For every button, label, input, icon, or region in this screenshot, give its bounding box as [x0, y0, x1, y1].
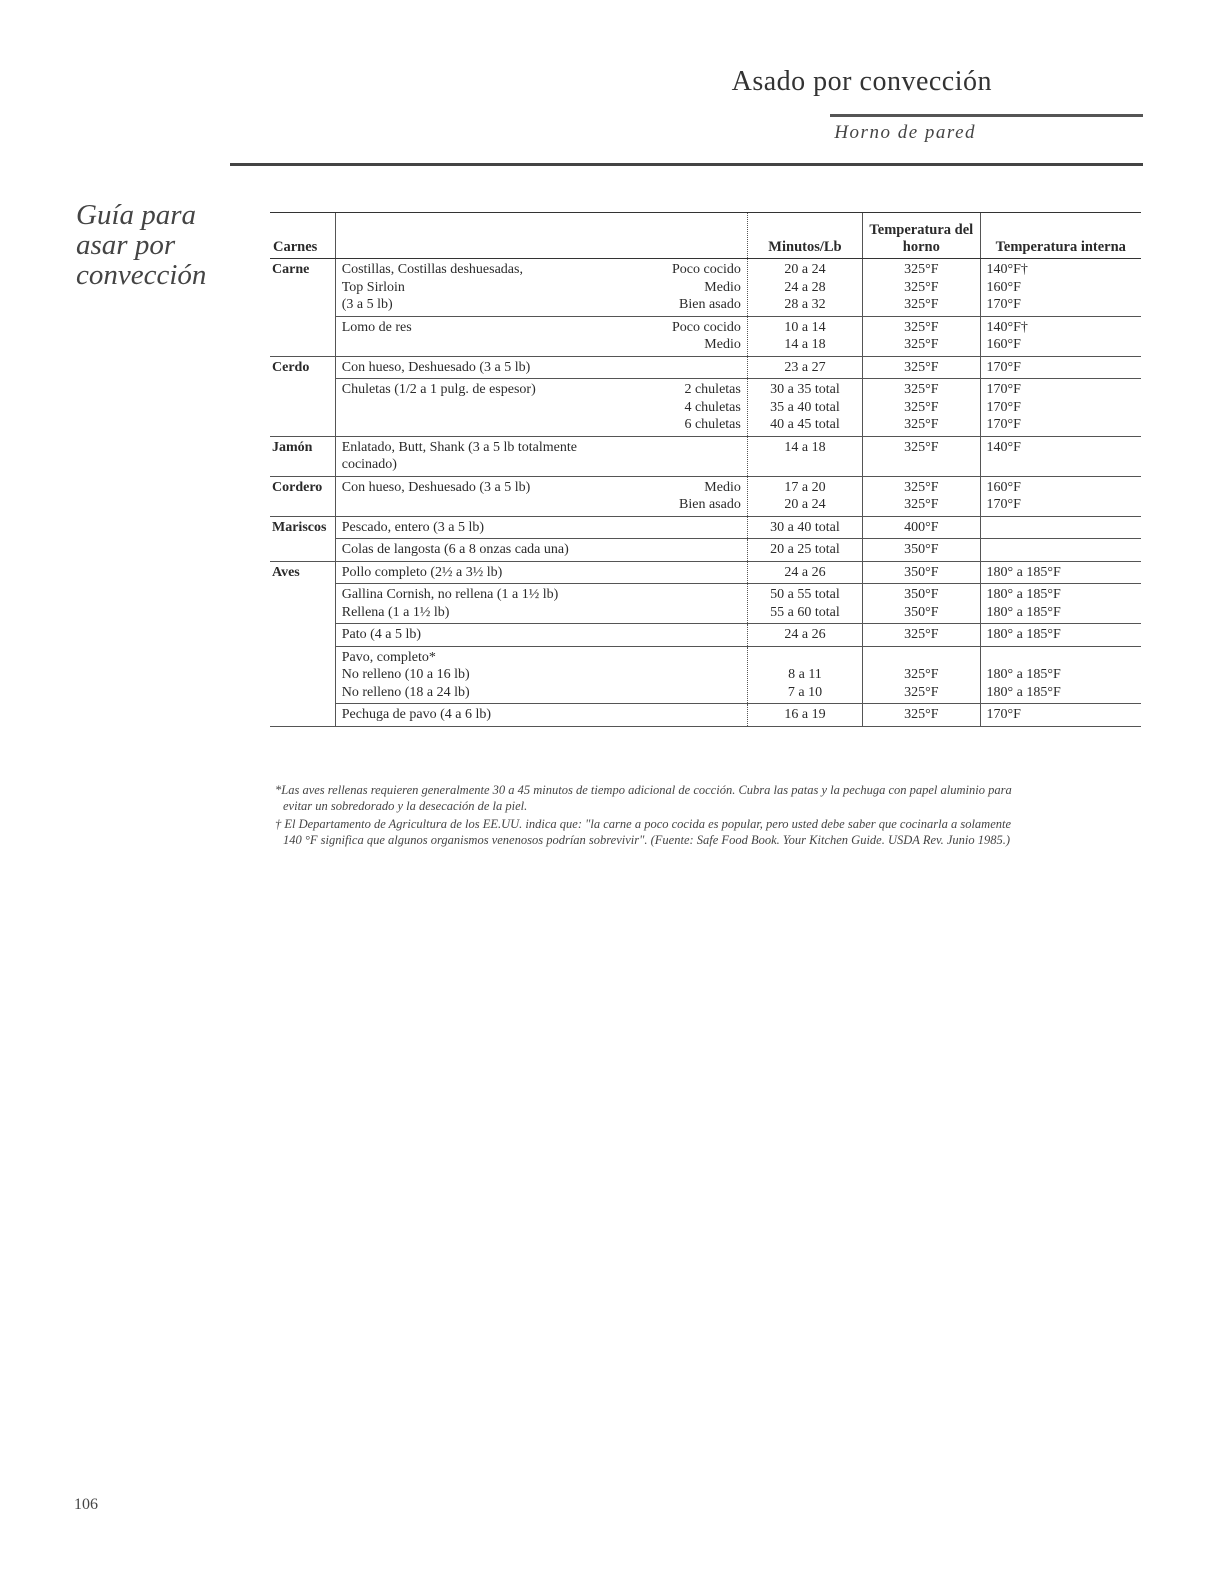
- category-cell: Jamón: [270, 436, 335, 476]
- internal-temp-line: 180° a 185°F: [986, 667, 1061, 682]
- minutes-cell: [747, 561, 862, 584]
- footnotes: [275, 782, 1141, 850]
- doneness-cell: [635, 584, 747, 624]
- header-internal-line: Temperatura: [995, 239, 1078, 255]
- doneness-cell: [635, 561, 747, 584]
- description-cell: [335, 476, 635, 516]
- internal-temp-line: 170°F: [986, 382, 1021, 397]
- table-row: [270, 316, 1141, 356]
- description-cell: [335, 624, 635, 647]
- description-cell: [335, 516, 635, 539]
- description-cell: [335, 561, 635, 584]
- internal-temp-cell: [980, 259, 1141, 317]
- category-cell: [270, 316, 335, 356]
- minutes-cell: [747, 436, 862, 476]
- doneness-cell: [635, 259, 747, 317]
- internal-temp-line: 160°F: [986, 279, 1021, 295]
- description-cell: [335, 704, 635, 727]
- table-row: [270, 584, 1141, 624]
- minutes-line: 14 a 18: [784, 337, 826, 352]
- minutes-cell: [747, 476, 862, 516]
- table-row: [270, 704, 1141, 727]
- oven-temp-cell: [863, 476, 980, 516]
- page-title: Asado por convección: [731, 66, 992, 97]
- internal-temp-line: 180° a 185°F: [986, 627, 1061, 642]
- minutes-line: 24 a 26: [784, 627, 826, 642]
- category-cell: Cordero: [270, 476, 335, 516]
- minutes-cell: [747, 259, 862, 317]
- doneness-cell: [635, 539, 747, 562]
- section-title-line: convección: [76, 259, 207, 291]
- description-cell: [335, 436, 635, 476]
- oven-temp-line: 325°F: [904, 359, 939, 375]
- oven-temp-cell: [863, 646, 980, 704]
- table-row: [270, 561, 1141, 584]
- description-cell: [335, 316, 635, 356]
- header-oven-temp: [863, 213, 980, 259]
- doneness-line: 6 chuletas: [684, 417, 741, 432]
- oven-temp-cell: [863, 316, 980, 356]
- footnote-line: *Las aves rellenas requieren generalmente 30 a 45 minutos de tiempo adicional de cocción. Cubra las patas y la pechuga con papel aluminio para: [275, 783, 1012, 797]
- oven-temp-cell: [863, 624, 980, 647]
- minutes-cell: [747, 539, 862, 562]
- table-row: [270, 476, 1141, 516]
- oven-temp-line: 325°F: [904, 262, 939, 277]
- minutes-cell: [747, 316, 862, 356]
- section-title-line: Guía para: [76, 199, 197, 231]
- description-line: Pescado, entero (3 a 5 lb): [341, 519, 485, 535]
- header-oven-line: del horno: [902, 222, 974, 255]
- description-line: Colas de langosta (6 a 8 onzas cada una): [341, 542, 569, 557]
- description-cell: [335, 356, 635, 379]
- header-description: [335, 213, 635, 259]
- internal-temp-cell: [980, 624, 1141, 647]
- oven-temp-line: 325°F: [904, 684, 939, 700]
- oven-temp-line: 325°F: [904, 439, 939, 455]
- oven-temp-cell: [863, 561, 980, 584]
- description-cell: [335, 539, 635, 562]
- doneness-line: 4 chuletas: [684, 399, 741, 415]
- description-line: No relleno (10 a 16 lb): [341, 667, 470, 682]
- footnote-stuffed-poultry: [275, 782, 1141, 814]
- table-row: [270, 436, 1141, 476]
- description-line: Chuletas (1/2 a 1 pulg. de espesor): [341, 382, 536, 397]
- internal-temp-cell: [980, 476, 1141, 516]
- minutes-line: 50 a 55 total: [770, 587, 840, 602]
- roasting-guide-table: [270, 212, 1141, 727]
- oven-temp-line: 325°F: [904, 399, 939, 415]
- category-cell: [270, 539, 335, 562]
- table-row: [270, 646, 1141, 704]
- minutes-line: 35 a 40 total: [770, 399, 840, 415]
- oven-temp-line: 325°F: [904, 279, 939, 295]
- oven-temp-line: 325°F: [904, 337, 939, 352]
- table-header-row: [270, 213, 1141, 259]
- minutes-line: 55 a 60 total: [770, 604, 840, 620]
- category-cell: Carne: [272, 262, 310, 277]
- oven-temp-line: 325°F: [904, 297, 939, 312]
- minutes-line: 10 a 14: [784, 319, 826, 335]
- minutes-cell: [747, 704, 862, 727]
- table-row: [270, 539, 1141, 562]
- oven-temp-line: [869, 649, 973, 667]
- oven-temp-line: 325°F: [904, 497, 939, 512]
- minutes-cell: [747, 516, 862, 539]
- oven-temp-cell: [863, 259, 980, 317]
- internal-temp-line: 180° a 185°F: [986, 564, 1061, 580]
- doneness-line: Bien asado: [679, 297, 741, 312]
- minutes-cell: [747, 584, 862, 624]
- internal-temp-cell: [980, 316, 1141, 356]
- oven-temp-line: 350°F: [904, 587, 939, 602]
- footnote-line: † El Departamento de Agricultura de los EE.UU. indica que: "la carne a poco cocida es popular, pero usted debe saber que cocinarla a solamente: [275, 817, 1012, 831]
- oven-temp-line: 325°F: [904, 417, 939, 432]
- internal-temp-cell: [980, 356, 1141, 379]
- minutes-line: 8 a 11: [788, 667, 822, 682]
- minutes-line: 16 a 19: [784, 707, 826, 722]
- footnote-line: 140 °F significa que algunos organismos venenosos podrían sobrevivir". (Fuente: Safe Food Book. Your Kitchen Guide. USDA Rev. Junio 1985.): [283, 833, 1011, 847]
- minutes-line: 24 a 26: [784, 564, 826, 580]
- minutes-cell: [747, 356, 862, 379]
- minutes-line: 14 a 18: [784, 439, 826, 455]
- internal-temp-line: 140°F†: [986, 262, 1028, 277]
- doneness-cell: [635, 704, 747, 727]
- minutes-line: 20 a 24: [784, 497, 826, 512]
- oven-temp-cell: [863, 516, 980, 539]
- description-line: Enlatado, Butt, Shank (3 a 5 lb totalmente cocinado): [341, 439, 577, 472]
- header-internal-temp: [980, 213, 1141, 259]
- oven-temp-line: 350°F: [904, 564, 939, 580]
- doneness-line: 2 chuletas: [684, 382, 741, 397]
- doneness-cell: [635, 436, 747, 476]
- table-row: [270, 356, 1141, 379]
- minutes-line: [754, 649, 856, 667]
- footnote-line: evitar un sobredorado y la desecación de la piel.: [283, 799, 528, 813]
- internal-temp-line: 160°F: [986, 479, 1021, 495]
- internal-temp-line: 180° a 185°F: [986, 604, 1061, 620]
- description-line: Rellena (1 a 1½ lb): [341, 604, 450, 620]
- description-line: Pavo, completo*: [341, 649, 436, 665]
- internal-temp-cell: [980, 584, 1141, 624]
- internal-temp-cell: [980, 436, 1141, 476]
- category-cell: [270, 624, 335, 647]
- oven-temp-cell: [863, 356, 980, 379]
- category-cell: [270, 584, 335, 624]
- doneness-cell: [635, 624, 747, 647]
- internal-temp-line: 170°F: [986, 497, 1021, 512]
- minutes-line: 20 a 24: [784, 262, 826, 277]
- category-cell: [270, 646, 335, 704]
- description-cell: [335, 259, 635, 317]
- minutes-line: 30 a 35 total: [770, 382, 840, 397]
- internal-temp-line: 160°F: [986, 337, 1021, 352]
- section-title: [76, 200, 236, 290]
- category-cell: [270, 704, 335, 727]
- minutes-line: 24 a 28: [784, 279, 826, 295]
- doneness-cell: [635, 379, 747, 437]
- internal-temp-line: 180° a 185°F: [986, 587, 1061, 602]
- internal-temp-line: 140°F: [986, 439, 1021, 455]
- internal-temp-cell: [980, 539, 1141, 562]
- header-internal-line: interna: [1080, 239, 1126, 255]
- doneness-line: Bien asado: [679, 497, 741, 512]
- description-line: No relleno (18 a 24 lb): [341, 684, 470, 700]
- internal-temp-line: 180° a 185°F: [986, 684, 1061, 700]
- internal-temp-line: [987, 649, 1135, 667]
- oven-temp-cell: [863, 379, 980, 437]
- description-line: Lomo de res: [341, 319, 412, 335]
- page-number: 106: [74, 1496, 98, 1513]
- table-row: [270, 516, 1141, 539]
- oven-temp-cell: [863, 539, 980, 562]
- minutes-line: 40 a 45 total: [770, 417, 840, 432]
- page-subtitle: Horno de pared: [834, 122, 976, 143]
- doneness-line: Poco cocido: [672, 319, 741, 335]
- internal-temp-line: 170°F: [986, 297, 1021, 312]
- description-line: Pollo completo (2½ a 3½ lb): [341, 564, 503, 580]
- internal-temp-line: 140°F†: [986, 319, 1028, 335]
- header-oven-line: Temperatura: [869, 222, 952, 238]
- internal-temp-cell: [980, 516, 1141, 539]
- doneness-line: Medio: [704, 279, 741, 295]
- oven-temp-line: 350°F: [904, 604, 939, 620]
- doneness-line: Medio: [704, 479, 741, 495]
- description-cell: [335, 584, 635, 624]
- internal-temp-cell: [980, 646, 1141, 704]
- table-row: [270, 379, 1141, 437]
- oven-temp-line: 325°F: [904, 707, 939, 722]
- description-line: Con hueso, Deshuesado (3 a 5 lb): [341, 479, 531, 495]
- category-cell: [270, 379, 335, 437]
- header-divider: [230, 163, 1143, 166]
- description-line: Con hueso, Deshuesado (3 a 5 lb): [341, 359, 531, 375]
- minutes-cell: [747, 646, 862, 704]
- doneness-cell: [635, 646, 747, 704]
- internal-temp-cell: [980, 704, 1141, 727]
- internal-temp-line: 170°F: [986, 399, 1021, 415]
- doneness-cell: [635, 316, 747, 356]
- minutes-line: 7 a 10: [787, 684, 823, 700]
- doneness-line: Poco cocido: [672, 262, 741, 277]
- header-category: Carnes: [270, 213, 335, 259]
- minutes-line: 17 a 20: [784, 479, 826, 495]
- doneness-cell: [635, 476, 747, 516]
- oven-temp-cell: [863, 436, 980, 476]
- internal-temp-cell: [980, 379, 1141, 437]
- oven-temp-line: 325°F: [904, 479, 939, 495]
- description-line: Pato (4 a 5 lb): [341, 627, 422, 642]
- minutes-line: 30 a 40 total: [770, 519, 840, 535]
- category-cell: Aves: [272, 564, 300, 580]
- oven-temp-line: 325°F: [904, 627, 939, 642]
- oven-temp-cell: [863, 704, 980, 727]
- description-line: (3 a 5 lb): [341, 297, 393, 312]
- internal-temp-cell: [980, 561, 1141, 584]
- oven-temp-line: 400°F: [904, 519, 939, 535]
- header-rule: [830, 114, 1143, 117]
- oven-temp-line: 325°F: [904, 667, 939, 682]
- minutes-line: 20 a 25 total: [770, 542, 840, 557]
- minutes-line: 23 a 27: [784, 359, 826, 375]
- description-cell: [335, 646, 635, 704]
- footnote-usda: [275, 816, 1141, 848]
- oven-temp-line: 325°F: [904, 319, 939, 335]
- oven-temp-line: 350°F: [904, 542, 939, 557]
- minutes-line: 28 a 32: [784, 297, 826, 312]
- doneness-cell: [635, 356, 747, 379]
- category-cell: Mariscos: [272, 519, 327, 535]
- internal-temp-line: 170°F: [986, 417, 1021, 432]
- description-line: Top Sirloin: [341, 279, 405, 295]
- category-cell: Cerdo: [272, 359, 310, 375]
- section-title-line: asar por: [76, 229, 176, 261]
- internal-temp-line: 170°F: [986, 359, 1021, 375]
- oven-temp-cell: [863, 584, 980, 624]
- description-line: Pechuga de pavo (4 a 6 lb): [341, 707, 492, 722]
- minutes-cell: [747, 379, 862, 437]
- doneness-cell: [635, 516, 747, 539]
- minutes-cell: [747, 624, 862, 647]
- table-row: [270, 624, 1141, 647]
- oven-temp-line: 325°F: [904, 382, 939, 397]
- table-row: [270, 259, 1141, 317]
- description-line: Gallina Cornish, no rellena (1 a 1½ lb): [341, 587, 559, 602]
- doneness-line: Medio: [704, 337, 741, 352]
- description-line: Costillas, Costillas deshuesadas,: [341, 262, 523, 277]
- description-cell: [335, 379, 635, 437]
- internal-temp-line: 170°F: [986, 707, 1021, 722]
- header-minutes: Minutos/Lb: [747, 213, 862, 259]
- header-quality: [635, 213, 747, 259]
